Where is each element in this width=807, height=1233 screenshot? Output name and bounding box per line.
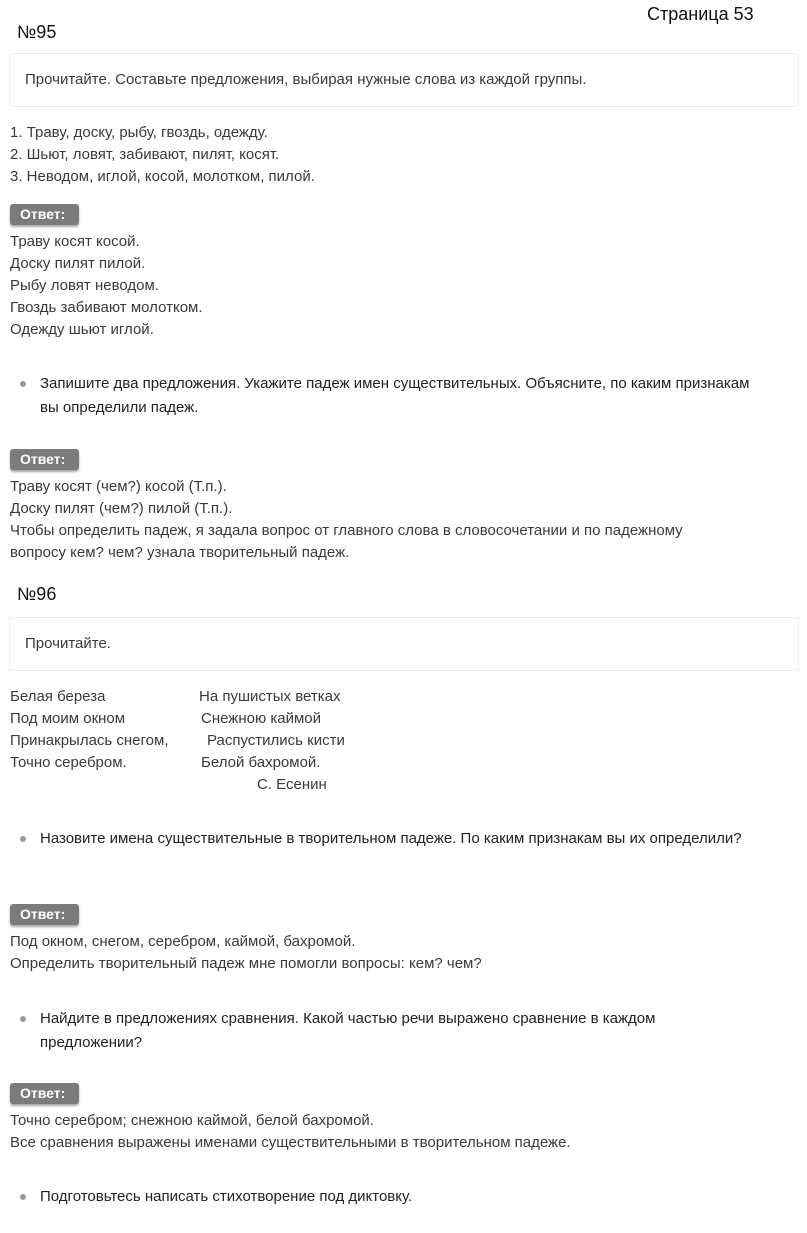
group-line-2: 2. Шьют, ловят, забивают, пилят, косят. bbox=[10, 146, 280, 163]
poem-line: Распустились кисти bbox=[207, 732, 345, 749]
poem-line: Белая береза bbox=[10, 688, 106, 705]
poem-line: Точно серебром. bbox=[10, 754, 127, 771]
question-text: Подготовьтесь написать стихотворение под диктовку. bbox=[40, 1188, 413, 1205]
poem-line: Снежною каймой bbox=[201, 710, 322, 727]
answer-line: Гвоздь забивают молотком. bbox=[10, 299, 203, 316]
exercise-96-task-box bbox=[9, 617, 799, 671]
exercise-96-task: Прочитайте. bbox=[25, 635, 111, 652]
question-bullet bbox=[20, 372, 780, 420]
question-bullet bbox=[20, 1007, 780, 1055]
answer-badge: Ответ: bbox=[10, 449, 79, 470]
answer-line: Доску пилят пилой. bbox=[10, 255, 146, 272]
poem-line: Принакрылась снегом, bbox=[10, 732, 169, 749]
question-text: Назовите имена существительные в творительном падеже. По каким признакам вы их определили? bbox=[40, 830, 742, 847]
group-line-1: 1. Траву, доску, рыбу, гвоздь, одежду. bbox=[10, 124, 268, 141]
question-text: Запишите два предложения. Укажите падеж имен существительных. Объясните, по каким признакам вы определили падеж. bbox=[40, 375, 750, 416]
poem-line: Под моим окном bbox=[10, 710, 126, 727]
exercise-95-task-box bbox=[9, 53, 799, 107]
answer-line: Точно серебром; снежною каймой, белой бахромой. bbox=[10, 1112, 374, 1129]
question-bullet bbox=[20, 827, 780, 875]
group-line-3: 3. Неводом, иглой, косой, молотком, пилой. bbox=[10, 168, 315, 185]
answer-line: Одежду шьют иглой. bbox=[10, 321, 154, 338]
answer-line: Определить творительный падеж мне помогли вопросы: кем? чем? bbox=[10, 955, 482, 972]
answer-line: Траву косят (чем?) косой (Т.п.). bbox=[10, 478, 227, 495]
answer-line: Рыбу ловят неводом. bbox=[10, 277, 159, 294]
answer-badge: Ответ: bbox=[10, 204, 79, 225]
bullet-dot-icon bbox=[20, 836, 26, 842]
bullet-dot-icon bbox=[20, 1194, 26, 1200]
poem-author: С. Есенин bbox=[257, 776, 327, 793]
exercise-95-task: Прочитайте. Составьте предложения, выбирая нужные слова из каждой группы. bbox=[25, 71, 587, 88]
answer-line: вопросу кем? чем? узнала творительный падеж. bbox=[10, 544, 350, 561]
bullet-dot-icon bbox=[20, 381, 26, 387]
bullet-dot-icon bbox=[20, 1016, 26, 1022]
exercise-95-number: №95 bbox=[17, 22, 57, 42]
question-text: Найдите в предложениях сравнения. Какой частью речи выражено сравнение в каждом предложении? bbox=[40, 1010, 656, 1051]
poem-line: На пушистых ветках bbox=[199, 688, 341, 705]
page-number: Страница 53 bbox=[647, 4, 754, 24]
answer-line: Под окном, снегом, серебром, каймой, бахромой. bbox=[10, 933, 356, 950]
poem-line: Белой бахромой. bbox=[201, 754, 321, 771]
question-bullet bbox=[20, 1185, 780, 1209]
answer-line: Все сравнения выражены именами существительными в творительном падеже. bbox=[10, 1134, 571, 1151]
answer-line: Доску пилят (чем?) пилой (Т.п.). bbox=[10, 500, 233, 517]
exercise-96-number: №96 bbox=[17, 584, 57, 604]
answer-badge: Ответ: bbox=[10, 1083, 79, 1104]
answer-badge: Ответ: bbox=[10, 904, 79, 925]
answer-line: Траву косят косой. bbox=[10, 233, 140, 250]
answer-line: Чтобы определить падеж, я задала вопрос от главного слова в словосочетании и по падежному bbox=[10, 522, 683, 539]
